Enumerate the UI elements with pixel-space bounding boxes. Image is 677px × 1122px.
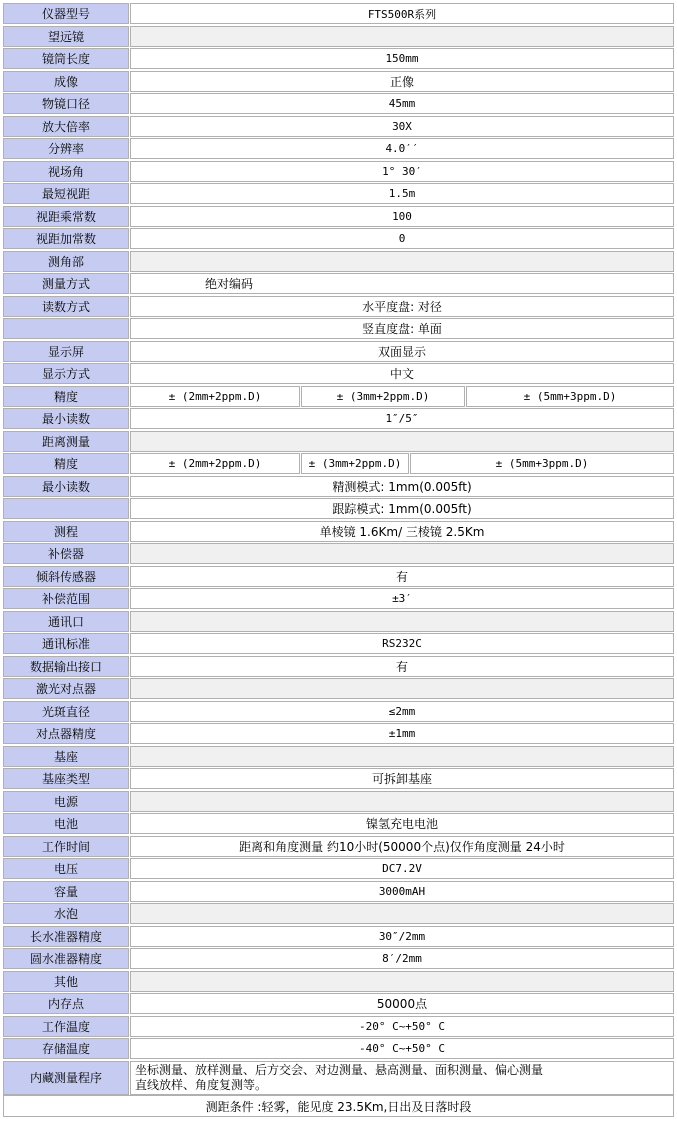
laser-plummet-section-label: 激光对点器 (3, 678, 129, 699)
row-compensation-range (3, 588, 674, 610)
row-base-type (3, 768, 674, 790)
distance-accuracy-value-1: ± (2mm+2ppm.D) (130, 453, 300, 474)
row-field-of-view (3, 161, 674, 183)
row-voltage (3, 858, 674, 880)
angle-section-blank (130, 251, 674, 272)
base-section-blank (130, 746, 674, 767)
battery-value: 镍氢充电电池 (130, 813, 674, 834)
battery-label: 电池 (3, 813, 129, 834)
field-of-view-value: 1° 30′ (130, 161, 674, 182)
row-battery (3, 813, 674, 835)
row-circular-vial (3, 948, 674, 970)
row-model (3, 3, 674, 25)
row-distance-accuracy (3, 453, 674, 475)
tilt-sensor-label: 倾斜传感器 (3, 566, 129, 587)
other-section-blank (130, 971, 674, 992)
compensation-range-value: ±3′ (130, 588, 674, 609)
display-mode-value: 中文 (130, 363, 674, 384)
row-image (3, 71, 674, 93)
row-min-focus (3, 183, 674, 205)
row-other (3, 971, 674, 993)
reading-method-horizontal: 水平度盘: 对径 (130, 296, 674, 317)
programs-line-1: 坐标测量、放样测量、后方交会、对边测量、悬高测量、面积测量、偏心测量 (135, 1062, 544, 1077)
distance-accuracy-label: 精度 (3, 453, 129, 474)
programs-value (130, 1061, 674, 1095)
row-distance-section (3, 431, 674, 453)
base-section-label: 基座 (3, 746, 129, 767)
working-time-value: 距离和角度测量 约10小时(50000个点)仅作角度测量 24小时 (130, 836, 674, 857)
row-data-output (3, 656, 674, 678)
row-tilt-sensor (3, 566, 674, 588)
reading-method-vertical: 竖直度盘: 单面 (130, 318, 674, 339)
display-label: 显示屏 (3, 341, 129, 362)
plummet-accuracy-label: 对点器精度 (3, 723, 129, 744)
comm-standard-value: RS232C (130, 633, 674, 654)
row-magnification (3, 116, 674, 138)
comm-port-section-blank (130, 611, 674, 632)
spot-diameter-label: 光斑直径 (3, 701, 129, 722)
angle-accuracy-value-1: ± (2mm+2ppm.D) (130, 386, 300, 407)
min-focus-label: 最短视距 (3, 183, 129, 204)
comm-standard-label: 通讯标准 (3, 633, 129, 654)
row-stadia-multiplication (3, 206, 674, 228)
model-value: FTS500R系列 (130, 3, 674, 24)
operating-temp-label: 工作温度 (3, 1016, 129, 1037)
tube-length-value: 150mm (130, 48, 674, 69)
row-memory (3, 993, 674, 1015)
row-objective-aperture (3, 93, 674, 115)
operating-temp-value: -20° C~+50° C (130, 1016, 674, 1037)
angle-min-reading-label: 最小读数 (3, 408, 129, 429)
footer-note: 测距条件 :轻雾，能见度 23.5Km,日出及日落时段 (3, 1095, 674, 1117)
compensator-section-blank (130, 543, 674, 564)
row-vial (3, 903, 674, 925)
resolution-value: 4.0′′ (130, 138, 674, 159)
reading-method-label-blank (3, 318, 129, 339)
spot-diameter-value: ≤2mm (130, 701, 674, 722)
distance-min-reading-fine: 精测模式: 1mm(0.005ft) (130, 476, 674, 497)
comm-port-section-label: 通讯口 (3, 611, 129, 632)
stadia-addition-label: 视距加常数 (3, 228, 129, 249)
row-distance-min-reading-tracking (3, 498, 674, 520)
working-time-label: 工作时间 (3, 836, 129, 857)
row-programs (3, 1061, 674, 1096)
capacity-value: 3000mAH (130, 881, 674, 902)
circular-vial-value: 8′/2mm (130, 948, 674, 969)
row-resolution (3, 138, 674, 160)
range-label: 测程 (3, 521, 129, 542)
telescope-section-label: 望远镜 (3, 26, 129, 47)
stadia-addition-value: 0 (130, 228, 674, 249)
row-spot-diameter (3, 701, 674, 723)
angle-method-label: 测量方式 (3, 273, 129, 294)
row-capacity (3, 881, 674, 903)
row-angle-accuracy (3, 386, 674, 408)
distance-min-reading-label: 最小读数 (3, 476, 129, 497)
image-value: 正像 (130, 71, 674, 92)
row-power (3, 791, 674, 813)
compensation-range-label: 补偿范围 (3, 588, 129, 609)
display-mode-label: 显示方式 (3, 363, 129, 384)
data-output-label: 数据输出接口 (3, 656, 129, 677)
row-comm-port (3, 611, 674, 633)
row-distance-min-reading (3, 476, 674, 498)
plummet-accuracy-value: ±1mm (130, 723, 674, 744)
row-plate-vial (3, 926, 674, 948)
image-label: 成像 (3, 71, 129, 92)
row-compensator (3, 543, 674, 565)
storage-temp-label: 存储温度 (3, 1038, 129, 1059)
min-focus-value: 1.5m (130, 183, 674, 204)
storage-temp-value: -40° C~+50° C (130, 1038, 674, 1059)
objective-aperture-label: 物镜口径 (3, 93, 129, 114)
row-telescope (3, 26, 674, 48)
voltage-value: DC7.2V (130, 858, 674, 879)
plate-vial-value: 30″/2mm (130, 926, 674, 947)
stadia-multiplication-value: 100 (130, 206, 674, 227)
angle-section-label: 测角部 (3, 251, 129, 272)
spec-table (3, 3, 674, 1096)
row-tube-length (3, 48, 674, 70)
row-display (3, 341, 674, 363)
display-value: 双面显示 (130, 341, 674, 362)
plate-vial-label: 长水准器精度 (3, 926, 129, 947)
distance-accuracy-value-3: ± (5mm+3ppm.D) (410, 453, 674, 474)
field-of-view-label: 视场角 (3, 161, 129, 182)
row-angle-section (3, 251, 674, 273)
circular-vial-label: 圆水准器精度 (3, 948, 129, 969)
row-laser-plummet (3, 678, 674, 700)
row-base (3, 746, 674, 768)
base-type-label: 基座类型 (3, 768, 129, 789)
row-plummet-accuracy (3, 723, 674, 745)
row-working-time (3, 836, 674, 858)
row-reading-method-vertical (3, 318, 674, 340)
laser-plummet-section-blank (130, 678, 674, 699)
objective-aperture-value: 45mm (130, 93, 674, 114)
telescope-section-blank (130, 26, 674, 47)
stadia-multiplication-label: 视距乘常数 (3, 206, 129, 227)
magnification-label: 放大倍率 (3, 116, 129, 137)
row-comm-standard (3, 633, 674, 655)
row-stadia-addition (3, 228, 674, 250)
power-section-blank (130, 791, 674, 812)
vial-section-blank (130, 903, 674, 924)
memory-value: 50000点 (130, 993, 674, 1014)
programs-label: 内藏测量程序 (3, 1061, 129, 1095)
tilt-sensor-value: 有 (130, 566, 674, 587)
magnification-value: 30X (130, 116, 674, 137)
angle-min-reading-value: 1″/5″ (130, 408, 674, 429)
programs-line-2: 直线放样、角度复测等。 (135, 1077, 268, 1092)
base-type-value: 可拆卸基座 (130, 768, 674, 789)
capacity-label: 容量 (3, 881, 129, 902)
row-operating-temp (3, 1016, 674, 1038)
row-angle-method (3, 273, 674, 295)
resolution-label: 分辨率 (3, 138, 129, 159)
memory-label: 内存点 (3, 993, 129, 1014)
angle-accuracy-label: 精度 (3, 386, 129, 407)
other-section-label: 其他 (3, 971, 129, 992)
angle-accuracy-value-3: ± (5mm+3ppm.D) (466, 386, 674, 407)
distance-accuracy-value-2: ± (3mm+2ppm.D) (301, 453, 409, 474)
row-display-mode (3, 363, 674, 385)
distance-section-blank (130, 431, 674, 452)
range-value: 单棱镜 1.6Km/ 三棱镜 2.5Km (130, 521, 674, 542)
vial-section-label: 水泡 (3, 903, 129, 924)
model-label: 仪器型号 (3, 3, 129, 24)
angle-method-value: 绝对编码 (130, 273, 674, 294)
distance-min-reading-label-blank (3, 498, 129, 519)
distance-min-reading-tracking: 跟踪模式: 1mm(0.005ft) (130, 498, 674, 519)
row-range (3, 521, 674, 543)
power-section-label: 电源 (3, 791, 129, 812)
reading-method-label: 读数方式 (3, 296, 129, 317)
row-storage-temp (3, 1038, 674, 1060)
row-reading-method (3, 296, 674, 318)
distance-section-label: 距离测量 (3, 431, 129, 452)
row-angle-min-reading (3, 408, 674, 430)
compensator-section-label: 补偿器 (3, 543, 129, 564)
angle-accuracy-value-2: ± (3mm+2ppm.D) (301, 386, 465, 407)
tube-length-label: 镜筒长度 (3, 48, 129, 69)
data-output-value: 有 (130, 656, 674, 677)
voltage-label: 电压 (3, 858, 129, 879)
